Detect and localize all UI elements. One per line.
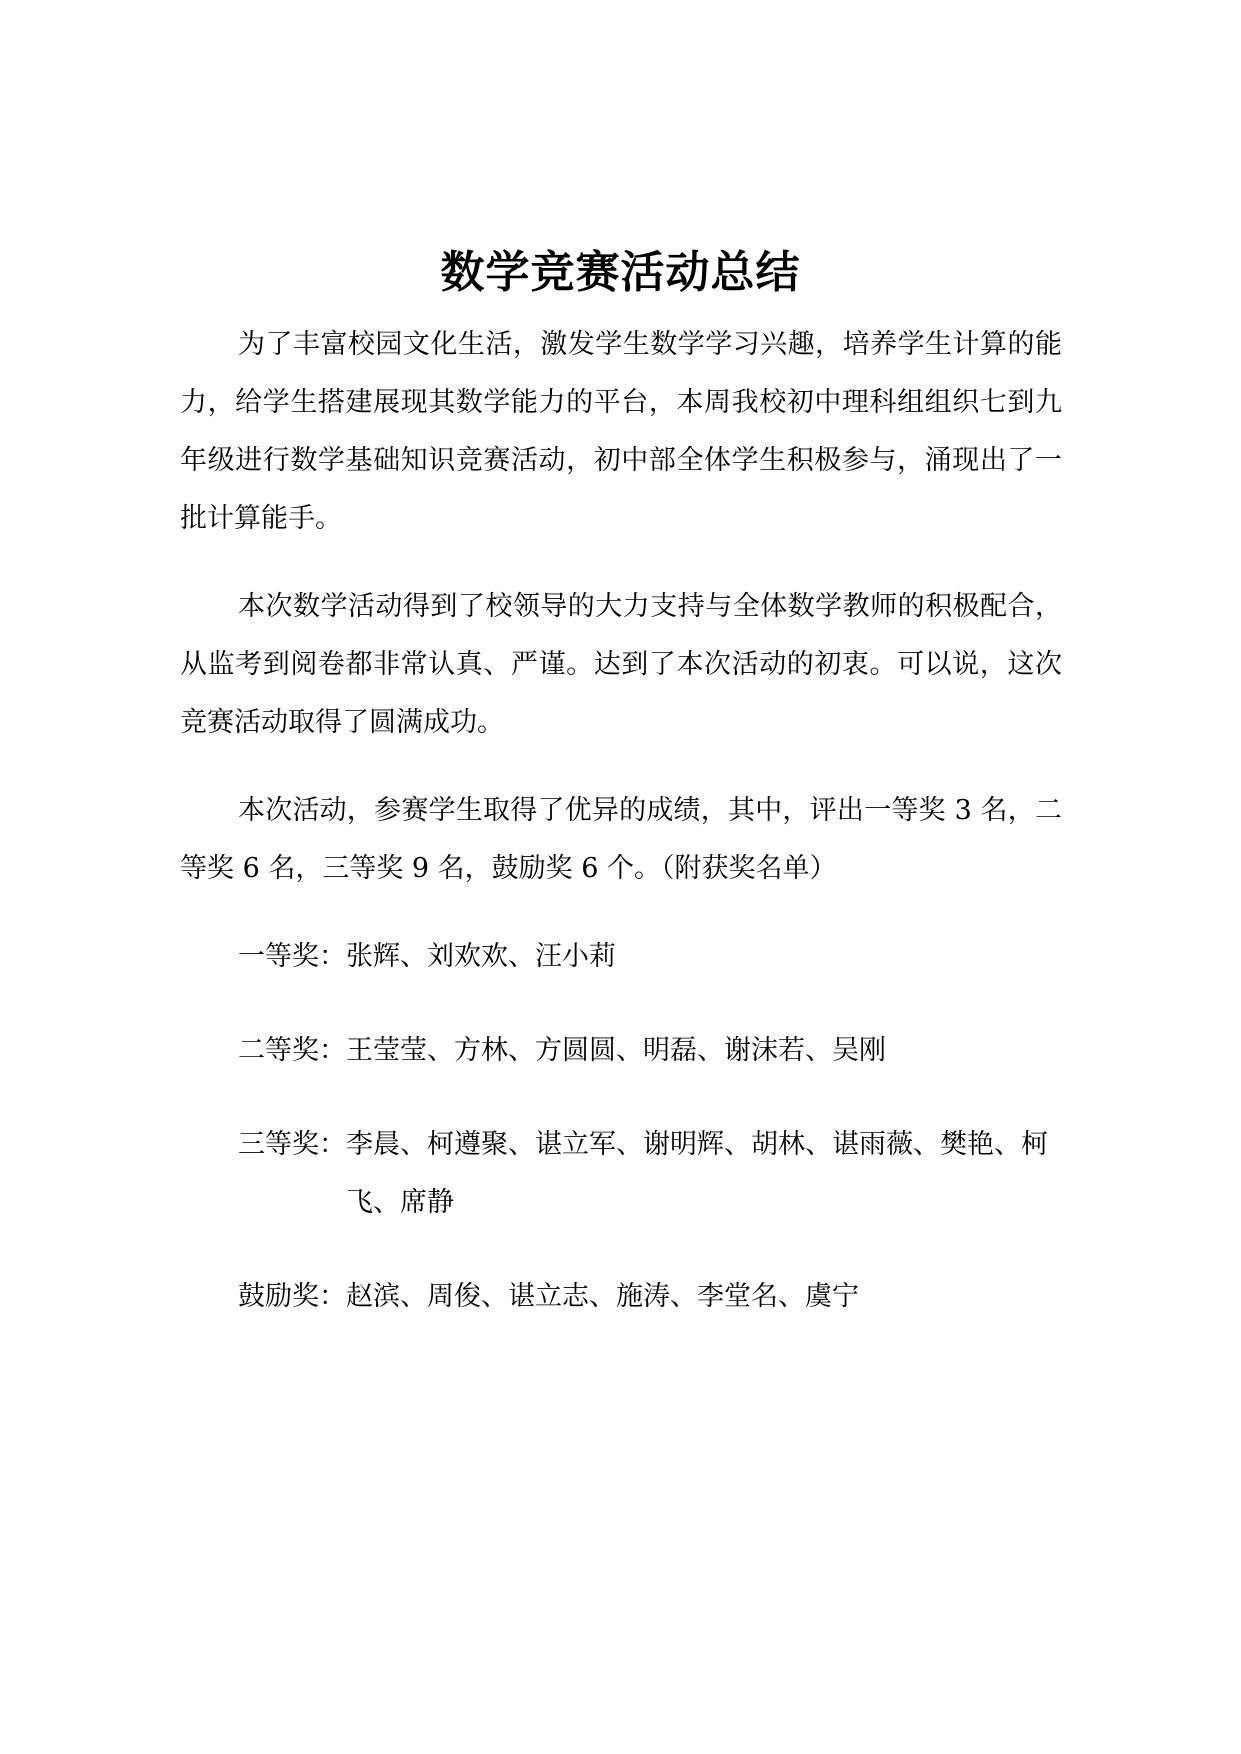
document-title: 数学竞赛活动总结 bbox=[440, 247, 801, 299]
award-label: 三等奖： bbox=[238, 1129, 346, 1160]
document-body bbox=[180, 316, 1062, 1362]
award-label: 二等奖： bbox=[238, 1035, 346, 1066]
paragraph-intro: 为了丰富校园文化生活，激发学生数学学习兴趣，培养学生计算的能力，给学生搭建展现其数学能力的平台，本周我校初中理科组组织七到九年级进行数学基础知识竞赛活动，初中部全体学生积极参与，涌现出了一批计算能手。 bbox=[180, 329, 1062, 534]
paragraph-support: 本次数学活动得到了校领导的大力支持与全体数学教师的积极配合，从监考到阅卷都非常认真、严谨。达到了本次活动的初衷。可以说，这次竞赛活动取得了圆满成功。 bbox=[180, 591, 1062, 738]
award-names: 张辉、刘欢欢、汪小莉 bbox=[346, 941, 616, 972]
award-names: 李晨、柯遵聚、谌立军、谢明辉、胡林、谌雨薇、樊艳、柯飞、席静 bbox=[346, 1129, 1048, 1218]
award-second-prize bbox=[238, 1022, 1062, 1080]
award-names: 王莹莹、方林、方圆圆、明磊、谢沫若、吴刚 bbox=[346, 1035, 886, 1066]
award-label: 鼓励奖： bbox=[238, 1281, 346, 1312]
award-label: 一等奖： bbox=[238, 941, 346, 972]
award-third-prize bbox=[238, 1116, 1062, 1232]
award-encouragement bbox=[238, 1268, 1062, 1326]
paragraph-results: 本次活动，参赛学生取得了优异的成绩，其中，评出一等奖 3 名，二等奖 6 名，三等奖 9 名，鼓励奖 6 个。（附获奖名单） bbox=[180, 795, 1062, 884]
award-names: 赵滨、周俊、谌立志、施涛、李堂名、虞宁 bbox=[346, 1281, 859, 1312]
award-first-prize bbox=[238, 928, 1062, 986]
